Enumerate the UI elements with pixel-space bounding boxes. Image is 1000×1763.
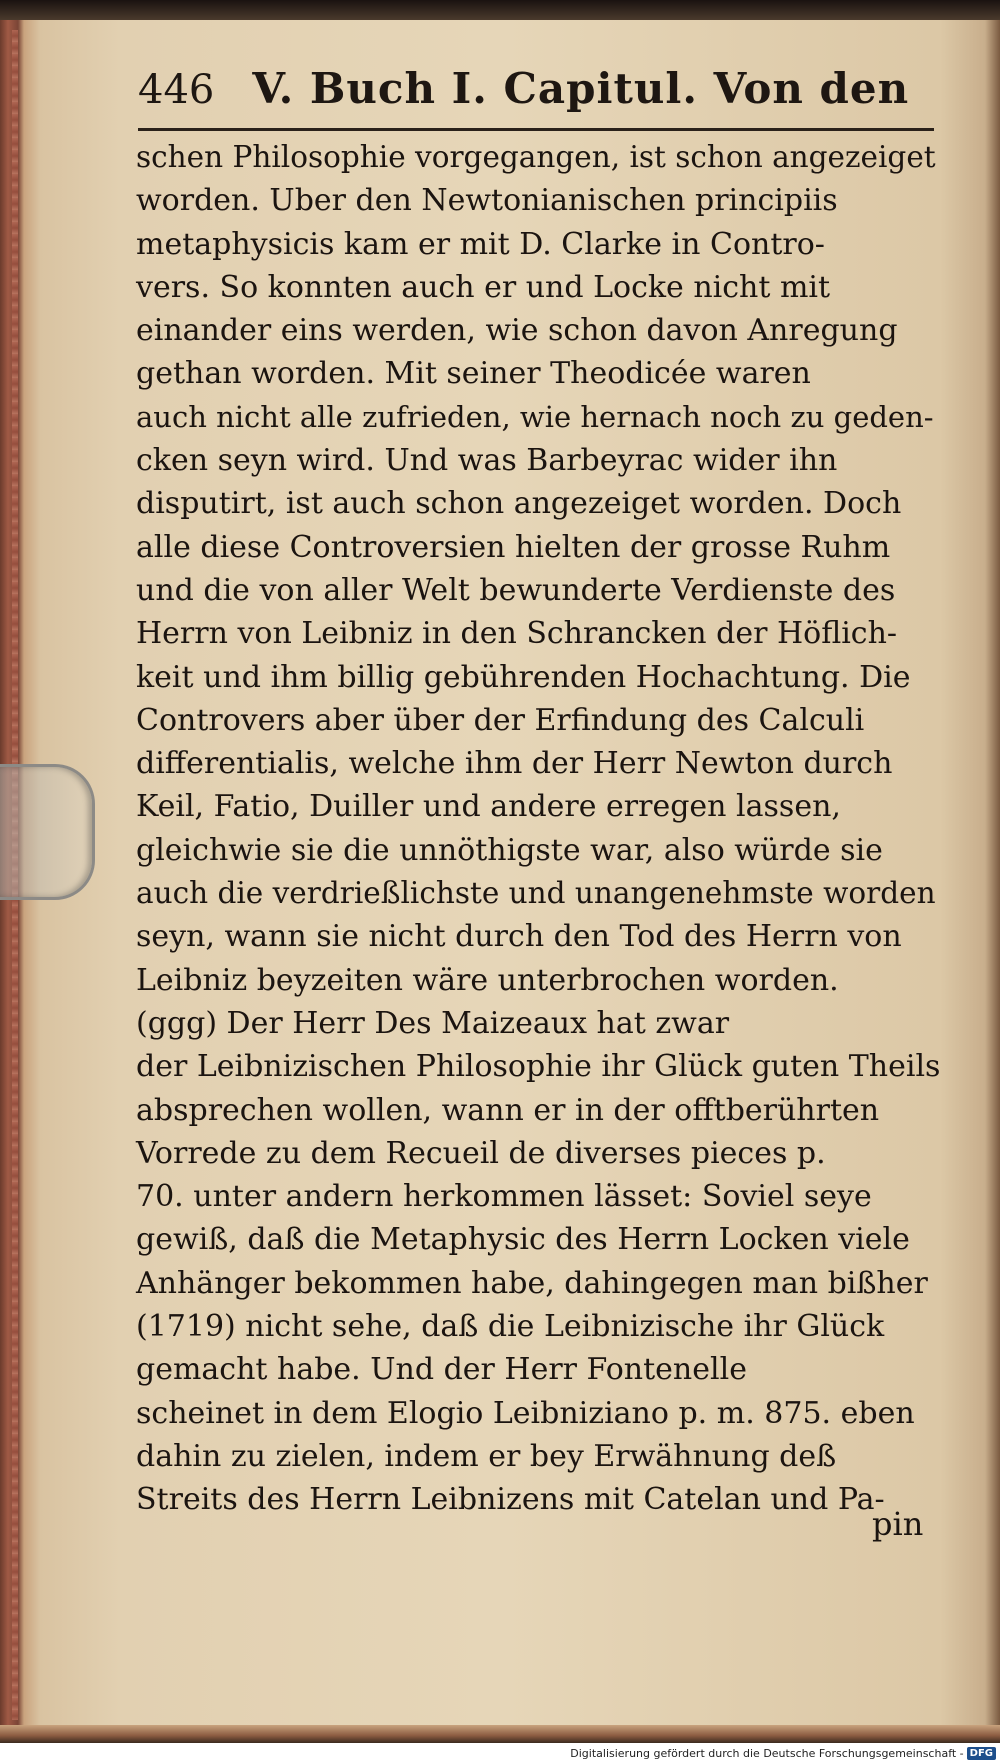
text-line: scheinet in dem Elogio Leibniziano p. m. 875. eben — [136, 1395, 915, 1431]
digitization-footer — [0, 1743, 1000, 1763]
header-rule — [138, 128, 934, 131]
footer-credit: Digitalisierung gefördert durch die Deutsche Forschungsgemeinschaft - — [570, 1746, 964, 1760]
text-line: worden. Uber den Newtonianischen principiis — [136, 183, 838, 219]
text-line: Controvers aber über der Erfindung des Calculi — [136, 702, 865, 738]
catchword: pin — [872, 1505, 924, 1543]
text-line: Leibniz beyzeiten wäre unterbrochen worden. — [136, 962, 839, 998]
text-line: gethan worden. Mit seiner Theodicée waren — [136, 356, 811, 392]
dfg-logo: DFG — [967, 1747, 996, 1760]
text-line: gleichwie sie die unnöthigste war, also würde sie — [136, 832, 883, 868]
page-number: 446 — [138, 67, 215, 113]
text-line: der Leibnizischen Philosophie ihr Glück guten Theils — [136, 1049, 941, 1085]
text-line: einander eins werden, wie schon davon Anregung — [136, 313, 898, 349]
page-header — [138, 64, 938, 126]
text-line: gemacht habe. Und der Herr Fontenelle — [136, 1352, 747, 1388]
text-line: Vorrede zu dem Recueil de diverses pieces p. — [136, 1135, 826, 1171]
bottom-edge — [0, 1725, 1000, 1743]
text-line: absprechen wollen, wann er in der offtberührten — [136, 1092, 880, 1128]
top-shadow — [0, 0, 1000, 20]
text-line: metaphysicis kam er mit D. Clarke in Contro- — [136, 226, 825, 262]
text-line: (1719) nicht sehe, daß die Leibnizische ihr Glück — [136, 1309, 885, 1345]
text-line: seyn, wann sie nicht durch den Tod des Herrn von — [136, 919, 902, 955]
text-line: Herrn von Leibniz in den Schrancken der Höflich- — [136, 616, 898, 652]
running-head: V. Buch I. Capitul. Von den — [252, 64, 910, 113]
text-line: Anhänger bekommen habe, dahingegen man bißher — [136, 1265, 928, 1301]
text-line: alle diese Controversien hielten der grosse Ruhm — [136, 529, 891, 565]
text-line: (ggg) Der Herr Des Maizeaux hat zwar — [136, 1005, 730, 1041]
text-line: dahin zu zielen, indem er bey Erwähnung deß — [136, 1438, 837, 1474]
text-line: disputirt, ist auch schon angezeiget worden. Doch — [136, 486, 902, 522]
text-line: vers. So konnten auch er und Locke nicht mit — [136, 269, 831, 305]
text-line: schen Philosophie vorgegangen, ist schon angezeiget — [136, 140, 936, 174]
text-line: auch die verdrießlichste und unangenehmste worden — [136, 876, 936, 911]
text-line: gewiß, daß die Metaphysic des Herrn Locken viele — [136, 1222, 910, 1258]
text-line: Streits des Herrn Leibnizens mit Catelan und Pa- — [136, 1482, 885, 1518]
text-line: differentialis, welche ihm der Herr Newton durch — [136, 746, 893, 782]
text-line: und die von aller Welt bewunderte Verdienste des — [136, 572, 896, 608]
text-line: auch nicht alle zufrieden, wie hernach noch zu geden- — [136, 399, 934, 434]
text-line: keit und ihm billig gebührenden Hochachtung. Die — [136, 659, 911, 695]
body-text — [136, 136, 942, 1522]
text-line: 70. unter andern herkommen lässet: Soviel seye — [136, 1179, 872, 1215]
book-clip — [0, 764, 95, 900]
text-line: cken seyn wird. Und was Barbeyrac wider ihn — [136, 443, 838, 479]
text-line: Keil, Fatio, Duiller und andere erregen lassen, — [136, 789, 841, 825]
